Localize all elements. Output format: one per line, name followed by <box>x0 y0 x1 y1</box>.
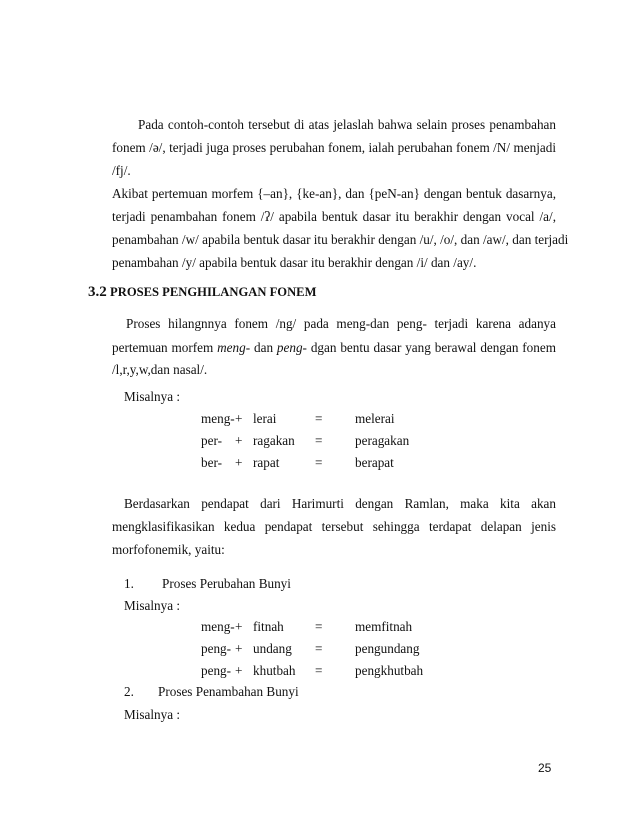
equals-sign: = <box>315 455 323 470</box>
prefix: meng- <box>201 619 235 634</box>
example-label: Misalnya : <box>124 598 181 613</box>
text-line: Akibat pertemuan morfem {–an}, {ke-an}, dan {peN-an} dengan bentuk dasarnya, <box>112 186 556 201</box>
text-line: pertemuan morfem meng- dan peng- dgan bentu dasar yang berawal dengan fonem <box>112 340 556 355</box>
base-word: lerai <box>253 411 277 426</box>
base-word: undang <box>253 641 292 656</box>
example-row <box>201 455 461 473</box>
result-word: melerai <box>355 411 395 426</box>
text-line: Pada contoh-contoh tersebut di atas jelaslah bahwa selain proses penambahan <box>138 117 556 132</box>
example-row <box>201 411 461 429</box>
list-item-number: 1. <box>124 576 134 591</box>
plus-sign: + <box>235 663 243 678</box>
italic-term: peng- <box>276 340 307 355</box>
plus-sign: + <box>235 455 243 470</box>
page-number: 25 <box>538 761 552 775</box>
result-word: memfitnah <box>355 619 413 634</box>
base-word: ragakan <box>253 433 295 448</box>
text-line: mengklasifikasikan kedua pendapat tersebut sehingga terdapat delapan jenis <box>112 519 556 534</box>
example-row <box>201 663 461 681</box>
section-number: 3.2 <box>88 284 107 300</box>
section-title: PROSES PENGHILANGAN FONEM <box>110 285 317 299</box>
equals-sign: = <box>315 433 323 448</box>
example-row <box>201 619 461 637</box>
prefix: ber- <box>201 455 222 470</box>
plus-sign: + <box>235 433 243 448</box>
equals-sign: = <box>315 663 323 678</box>
base-word: khutbah <box>253 663 296 678</box>
text-line: Proses hilangnnya fonem /ng/ pada meng-dan peng- terjadi karena adanya <box>126 316 556 331</box>
result-word: peragakan <box>355 433 410 448</box>
prefix: peng- <box>201 663 232 678</box>
equals-sign: = <box>315 411 323 426</box>
result-word: pengundang <box>355 641 420 656</box>
equals-sign: = <box>315 641 323 656</box>
plus-sign: + <box>235 641 243 656</box>
plus-sign: + <box>235 411 243 426</box>
prefix: peng- <box>201 641 232 656</box>
example-label: Misalnya : <box>124 707 181 722</box>
text-line: /l,r,y,w,dan nasal/. <box>112 362 208 377</box>
base-word: fitnah <box>253 619 284 634</box>
prefix: meng- <box>201 411 235 426</box>
italic-term: meng- <box>217 340 251 355</box>
base-word: rapat <box>253 455 280 470</box>
result-word: berapat <box>355 455 394 470</box>
list-item-title: Proses Penambahan Bunyi <box>158 684 299 699</box>
text-line: terjadi penambahan fonem /ʔ/ apabila bentuk dasar itu berakhir dengan vocal /a/, <box>112 209 556 224</box>
list-item-title: Proses Perubahan Bunyi <box>162 576 291 591</box>
example-label: Misalnya : <box>124 389 181 404</box>
section-heading <box>88 284 316 301</box>
text-line: penambahan /w/ apabila bentuk dasar itu berakhir dengan /u/, /o/, dan /aw/, dan terjadi <box>112 232 569 247</box>
equals-sign: = <box>315 619 323 634</box>
plus-sign: + <box>235 619 243 634</box>
text-line: Berdasarkan pendapat dari Harimurti dengan Ramlan, maka kita akan <box>124 496 556 511</box>
text-line: penambahan /y/ apabila bentuk dasar itu berakhir dengan /i/ dan /ay/. <box>112 255 477 270</box>
list-item-number: 2. <box>124 684 134 699</box>
text-line: morfofonemik, yaitu: <box>112 542 225 557</box>
result-word: pengkhutbah <box>355 663 424 678</box>
example-row <box>201 433 461 451</box>
text-line: /fj/. <box>112 163 131 178</box>
example-row <box>201 641 461 659</box>
prefix: per- <box>201 433 222 448</box>
text-line: fonem /ə/, terjadi juga proses perubahan fonem, ialah perubahan fonem /N/ menjadi <box>112 140 556 155</box>
